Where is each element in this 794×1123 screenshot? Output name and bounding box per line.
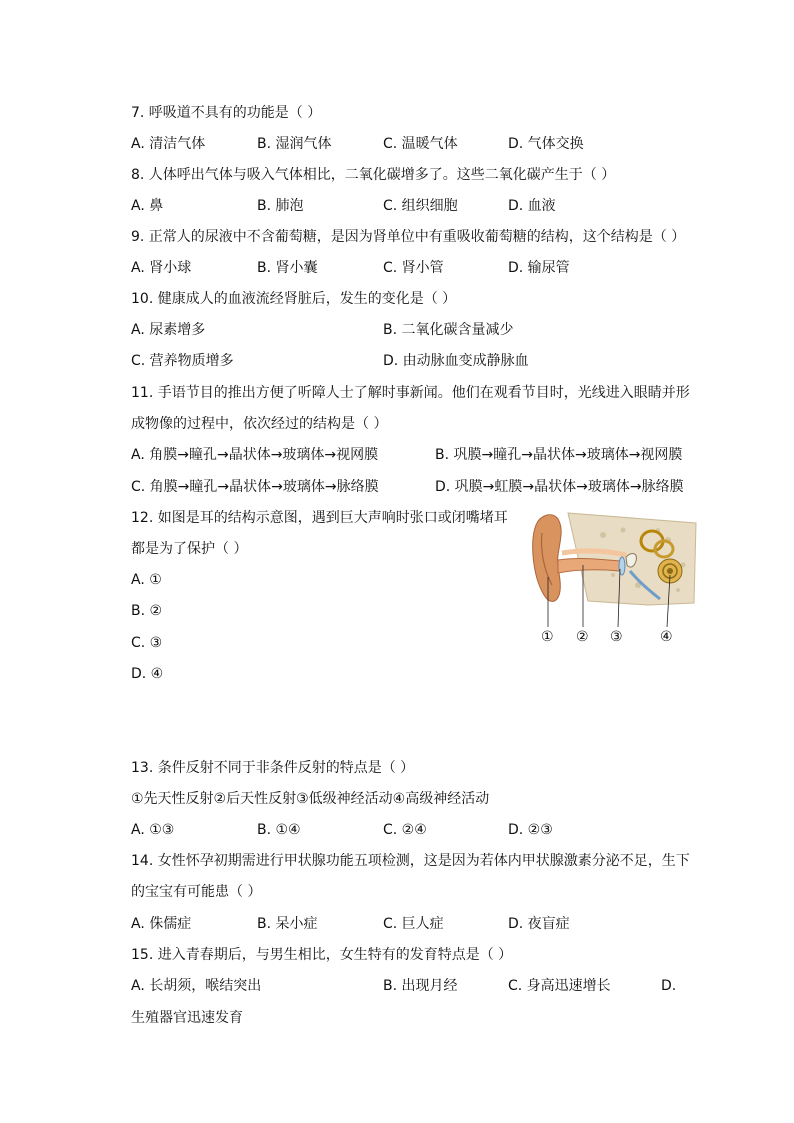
question-11-stem-line1: 11. 手语节目的推出方便了听障人士了解时事新闻。他们在观看节目时，光线进入眼睛并形 [131, 385, 690, 401]
q14-option-c: C. 巨人症 [383, 916, 444, 932]
q13-option-d: D. ②③ [508, 822, 553, 838]
q9-option-c: C. 肾小管 [383, 260, 444, 276]
figure-label-4: ④ [660, 629, 673, 645]
q7-option-d: D. 气体交换 [508, 136, 584, 152]
q10-option-d: D. 由动脉血变成静脉血 [383, 353, 529, 369]
q11-option-c: C. 角膜→瞳孔→晶状体→玻璃体→脉络膜 [131, 479, 379, 495]
q15-option-d: D. [661, 978, 677, 994]
q10-option-b: B. 二氧化碳含量减少 [383, 322, 514, 338]
q12-option-d: D. ④ [131, 666, 164, 682]
q15-option-b: B. 出现月经 [383, 978, 458, 994]
q14-option-a: A. 侏儒症 [131, 916, 192, 932]
q11-option-b: B. 巩膜→瞳孔→晶状体→玻璃体→视网膜 [435, 447, 683, 463]
q13-option-a: A. ①③ [131, 822, 175, 838]
q14-option-b: B. 呆小症 [257, 916, 318, 932]
q12-option-b: B. ② [131, 603, 163, 619]
q9-option-b: B. 肾小囊 [257, 260, 318, 276]
question-13-statements: ①先天性反射②后天性反射③低级神经活动④高级神经活动 [131, 791, 490, 807]
question-12-stem-line2: 都是为了保护（ ） [131, 541, 248, 557]
q8-option-c: C. 组织细胞 [383, 198, 458, 214]
q9-option-d: D. 输尿管 [508, 260, 570, 276]
question-12-stem-line1: 12. 如图是耳的结构示意图，遇到巨大声响时张口或闭嘴堵耳 [131, 510, 508, 526]
q11-option-a: A. 角膜→瞳孔→晶状体→玻璃体→视网膜 [131, 447, 379, 463]
q10-option-c: C. 营养物质增多 [131, 353, 234, 369]
question-8-stem: 8. 人体呼出气体与吸入气体相比，二氧化碳增多了。这些二氧化碳产生于（ ） [131, 167, 616, 183]
q7-option-c: C. 温暖气体 [383, 136, 458, 152]
question-14-stem-line2: 的宝宝有可能患（ ） [131, 884, 262, 900]
q8-option-b: B. 肺泡 [257, 198, 304, 214]
q8-option-d: D. 血液 [508, 198, 556, 214]
question-7-stem: 7. 呼吸道不具有的功能是（ ） [131, 105, 322, 121]
question-9-stem: 9. 正常人的尿液中不含葡萄糖，是因为肾单位中有重吸收葡萄糖的结构，这个结构是（ ） [131, 229, 686, 245]
figure-label-3: ③ [610, 629, 623, 645]
q15-option-a: A. 长胡须，喉结突出 [131, 978, 262, 994]
q12-option-a: A. ① [131, 572, 162, 588]
q9-option-a: A. 肾小球 [131, 260, 192, 276]
ear-structure-figure [528, 505, 698, 650]
question-11-stem-line2: 成物像的过程中，依次经过的结构是（ ） [131, 416, 388, 432]
q12-option-c: C. ③ [131, 635, 163, 651]
q13-option-b: B. ①④ [257, 822, 301, 838]
figure-label-2: ② [576, 629, 589, 645]
q15-option-d-continued: 生殖器官迅速发育 [131, 1010, 243, 1026]
question-10-stem: 10. 健康成人的血液流经肾脏后，发生的变化是（ ） [131, 291, 457, 307]
q11-option-d: D. 巩膜→虹膜→晶状体→玻璃体→脉络膜 [435, 479, 684, 495]
q7-option-a: A. 清洁气体 [131, 136, 206, 152]
q8-option-a: A. 鼻 [131, 198, 164, 214]
question-13-stem: 13. 条件反射不同于非条件反射的特点是（ ） [131, 760, 415, 776]
question-15-stem: 15. 进入青春期后，与男生相比，女生特有的发育特点是（ ） [131, 947, 513, 963]
q15-option-c: C. 身高迅速增长 [508, 978, 611, 994]
figure-label-1: ① [541, 629, 554, 645]
q10-option-a: A. 尿素增多 [131, 322, 206, 338]
question-14-stem-line1: 14. 女性怀孕初期需进行甲状腺功能五项检测，这是因为若体内甲状腺激素分泌不足，生下 [131, 853, 690, 869]
q14-option-d: D. 夜盲症 [508, 916, 570, 932]
q7-option-b: B. 湿润气体 [257, 136, 332, 152]
q13-option-c: C. ②④ [383, 822, 427, 838]
